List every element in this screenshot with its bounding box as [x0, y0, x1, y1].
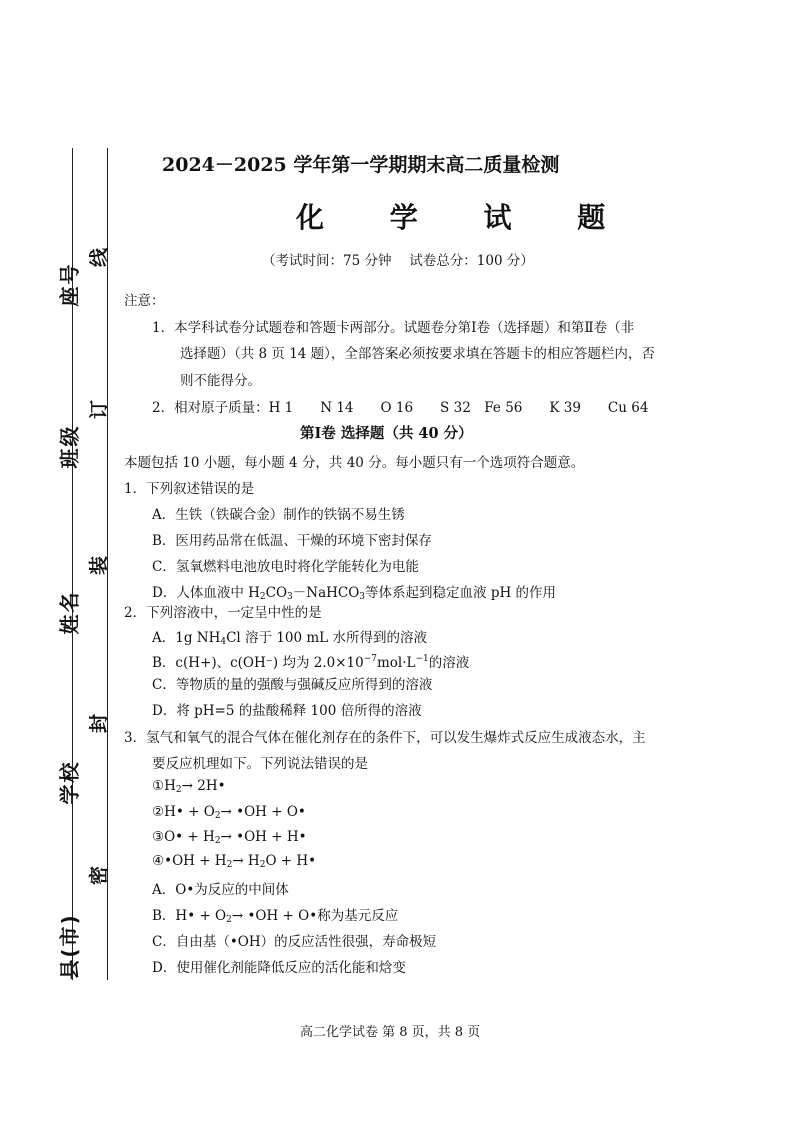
- subject-title: 化 学 试 题: [296, 201, 634, 234]
- field-line-seat: [72, 148, 73, 238]
- q3-option-c: C．自由基（•OH）的反应活性很强，寿命极短: [152, 934, 437, 950]
- notice-item2: 2．相对原子质量：H 1 N 14 O 16 S 32 Fe 56 K 39 Cu 64: [152, 400, 649, 416]
- label-seat: 座号: [57, 262, 82, 307]
- q3-step3: ③O• + $H_2\to$ •OH + H•: [152, 829, 307, 846]
- q2-option-d: D．将 pH=5 的盐酸稀释 100 倍所得的溶液: [152, 703, 422, 719]
- seal-char-ding: 订: [88, 399, 111, 420]
- q1-option-a: A．生铁（铁碳合金）制作的铁锅不易生锈: [152, 507, 405, 523]
- exam-title: 2024－2025 学年第一学期期末高二质量检测: [162, 154, 560, 176]
- q3-step2: ②H• + $O_2\to$ •OH + O•: [152, 804, 306, 821]
- q3-option-a: A．O•为反应的中间体: [152, 882, 289, 898]
- section1-title: 第Ⅰ卷 选择题（共 40 分）: [300, 425, 473, 442]
- seal-char-zhuang: 装: [88, 555, 111, 576]
- label-class: 班级: [57, 424, 82, 469]
- q3-stem-line2: 要反应机理如下。下列说法错误的是: [152, 756, 368, 772]
- label-name: 姓名: [57, 590, 82, 635]
- notice-item1-line3: 则不能得分。: [180, 373, 261, 389]
- q2-stem: 2．下列溶液中，一定呈中性的是: [124, 605, 322, 621]
- q3-stem-line1: 3．氢气和氧气的混合气体在催化剂存在的条件下，可以发生爆炸式反应生成液态水，主: [124, 730, 646, 746]
- seal-char-mi: 密: [88, 865, 111, 886]
- q3-option-d: D．使用催化剂能降低反应的活化能和焓变: [152, 960, 406, 976]
- q2-option-b: B．c(H+)、c(OH⁻) 均为 $2.0\times 10^{-7}mol\cdot L^{-1}$的溶液: [152, 654, 470, 671]
- q3-step4: ④•OH + $H_2\to H_2O$ + H•: [152, 853, 317, 870]
- seal-char-xian: 线: [88, 247, 111, 268]
- q3-option-b: B．H• + $O_2\to$ •OH + O•称为基元反应: [152, 908, 399, 925]
- section1-intro: 本题包括 10 小题，每小题 4 分，共 40 分。每小题只有一个选项符合题意。: [124, 455, 585, 471]
- notice-item1-line2: 选择题）（共 8 页 14 题），全部答案必须按要求填在答题卡的相应答题栏内，否: [180, 346, 655, 362]
- seal-char-feng: 封: [88, 713, 111, 734]
- label-school: 学校: [57, 760, 82, 805]
- exam-info: （考试时间：75 分钟 试卷总分：100 分）: [262, 253, 534, 269]
- q1-option-c: C．氢氧燃料电池放电时将化学能转化为电能: [152, 559, 419, 575]
- q2-option-c: C．等物质的量的强酸与强碱反应所得到的溶液: [152, 677, 433, 693]
- q1-option-b: B．医用药品常在低温、干燥的环境下密封保存: [152, 533, 432, 549]
- q2-option-a: A．1g $NH_4Cl$ 溶于 100 mL 水所得到的溶液: [152, 630, 427, 647]
- notice-heading: 注意：: [124, 293, 165, 309]
- notice-item1-line1: 1．本学科试卷分试题卷和答题卡两部分。试题卷分第Ⅰ卷（选择题）和第Ⅱ卷（非: [152, 320, 635, 336]
- q1-option-d: D．人体血液中 $H_2CO_3-NaHCO_3$等体系起到稳定血液 pH 的作用: [152, 585, 557, 602]
- q3-step1: $①H_2\to$ 2H•: [152, 778, 226, 795]
- label-county: 县(市): [57, 913, 82, 980]
- q1-stem: 1．下列叙述错误的是: [124, 481, 255, 497]
- page-footer: 高二化学试卷 第 8 页，共 8 页: [300, 1025, 481, 1040]
